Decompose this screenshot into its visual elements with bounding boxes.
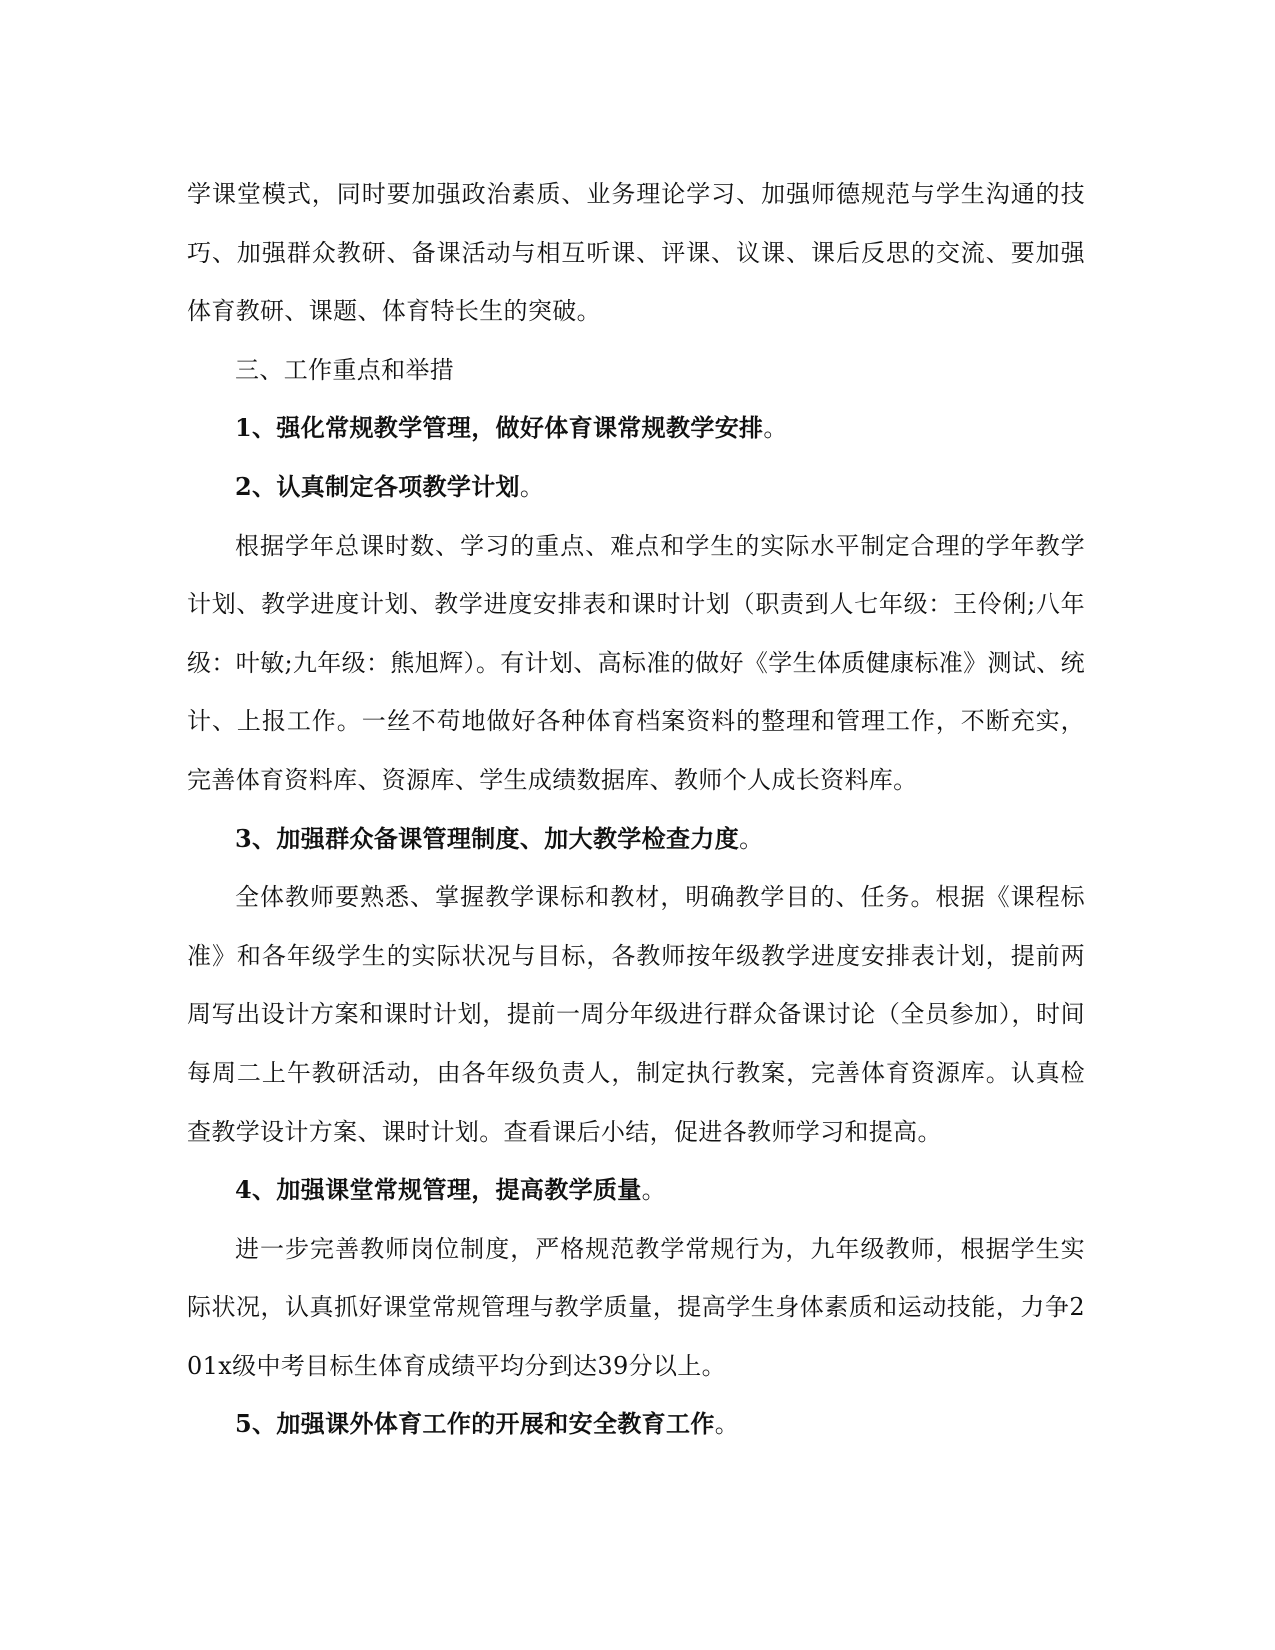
item-heading-3 (187, 810, 1085, 869)
paragraph-continuation: 学课堂模式，同时要加强政治素质、业务理论学习、加强师德规范与学生沟通的技巧、加强群众教研、备课活动与相互听课、评课、议课、课后反思的交流、要加强体育教研、课题、体育特长生的突破。 (187, 180, 1085, 326)
item-heading-1-period: 。 (763, 414, 788, 443)
item-heading-3-period: 。 (739, 824, 764, 853)
item-heading-2-period: 。 (519, 472, 545, 501)
section-heading-key-work: 三、工作重点和举措 (235, 355, 455, 384)
item-heading-4-period: 。 (641, 1176, 667, 1205)
item-heading-3-text: 3、加强群众备课管理制度、加大教学检查力度 (235, 823, 740, 853)
document-body (187, 165, 1085, 1454)
paragraph-teaching-plan: 根据学年总课时数、学习的重点、难点和学生的实际水平制定合理的学年教学计划、教学进度计划、教学进度安排表和课时计划（职责到人七年级：王伶俐;八年级：叶敏;九年级：熊旭辉）。有计划、高标准的做好《学生体质健康标准》测试、统计、上报工作。一丝不苟地做好各种体育档案资料的整理和管理工作，不断充实，完善体育资料库、资源库、学生成绩数据库、教师个人成长资料库。 (187, 531, 1085, 794)
item-heading-5-text: 5、加强课外体育工作的开展和安全教育工作 (235, 1409, 715, 1439)
paragraph-classroom-management: 进一步完善教师岗位制度，严格规范教学常规行为，九年级教师，根据学生实际状况，认真抓好课堂常规管理与教学质量，提高学生身体素质和运动技能，力争201x级中考目标生体育成绩平均分到达39分以上。 (187, 1234, 1085, 1380)
item-heading-4 (187, 1161, 1085, 1220)
item-heading-1 (187, 399, 1085, 458)
item-heading-2-text: 2、认真制定各项教学计划 (235, 471, 520, 501)
item-heading-1-text: 1、强化常规教学管理，做好体育课常规教学安排 (235, 413, 764, 443)
item-heading-4-text: 4、加强课堂常规管理，提高教学质量 (235, 1175, 642, 1205)
item-heading-5-period: 。 (714, 1410, 740, 1439)
item-heading-2 (187, 458, 1085, 517)
item-heading-5 (187, 1395, 1085, 1454)
paragraph-lesson-preparation: 全体教师要熟悉、掌握教学课标和教材，明确教学目的、任务。根据《课程标准》和各年级学生的实际状况与目标，各教师按年级教学进度安排表计划，提前两周写出设计方案和课时计划，提前一周分年级进行群众备课讨论（全员参加），时间每周二上午教研活动，由各年级负责人，制定执行教案，完善体育资源库。认真检查教学设计方案、课时计划。查看课后小结，促进各教师学习和提高。 (187, 883, 1085, 1146)
